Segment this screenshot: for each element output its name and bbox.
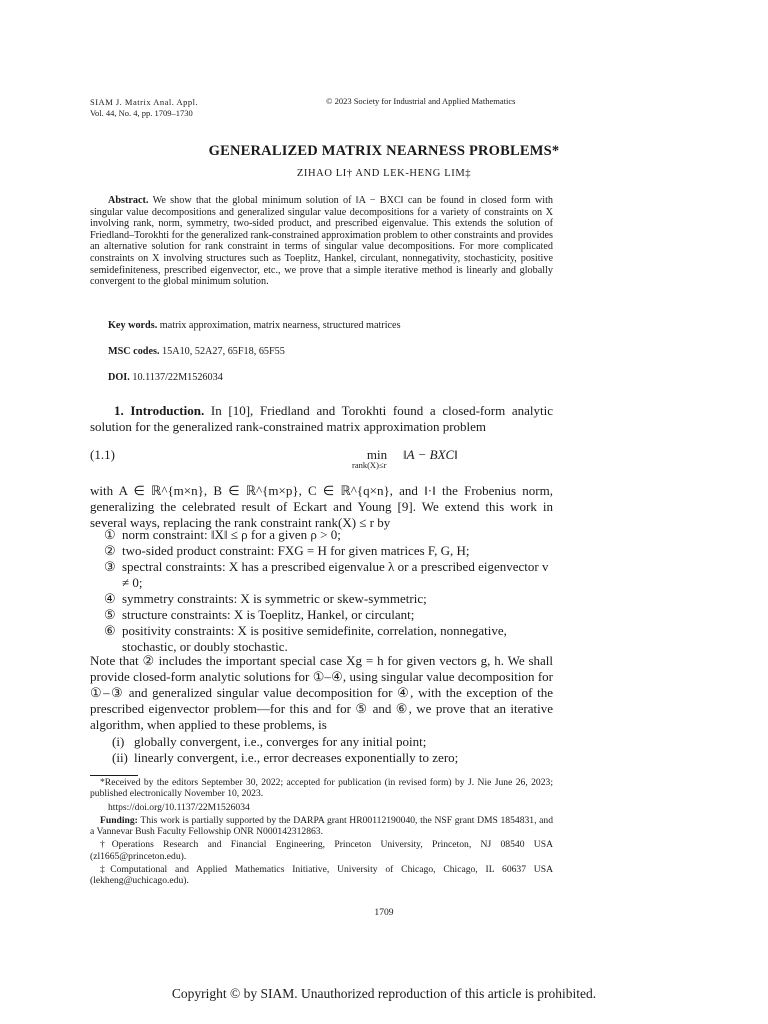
list-item bbox=[90, 607, 553, 623]
page-number: 1709 bbox=[374, 907, 394, 918]
paper-authors: ZIHAO LI† AND LEK-HENG LIM‡ bbox=[296, 168, 472, 179]
equation-number: (1.1) bbox=[90, 447, 115, 462]
footnote-text: This work is partially supported by the DARPA grant HR00112190040, the NSF grant DMS 1854831, and a Vannevar Bush Faculty Fellowship ONR N000142312863. bbox=[90, 814, 553, 838]
abstract-label: Abstract. bbox=[108, 195, 149, 206]
footnote bbox=[90, 864, 553, 887]
keywords bbox=[108, 320, 401, 331]
paragraph-3 bbox=[90, 653, 553, 733]
list-item bbox=[90, 543, 553, 559]
footnotes bbox=[90, 777, 553, 889]
footnote-rule bbox=[90, 775, 138, 776]
list-item bbox=[90, 591, 553, 607]
constraint-list bbox=[90, 527, 553, 655]
footnote bbox=[90, 839, 553, 862]
footnote bbox=[90, 815, 553, 838]
keywords-text: matrix approximation, matrix nearness, structured matrices bbox=[159, 320, 401, 331]
copyright-header: © 2023 Society for Industrial and Applied Mathematics bbox=[326, 96, 516, 106]
list-item bbox=[90, 750, 553, 766]
list-item-text: positivity constraints: X is positive semidefinite, correlation, nonnegative, stochastic, or doubly stochastic. bbox=[122, 623, 507, 654]
list-item-text: structure constraints: X is Toeplitz, Hankel, or circulant; bbox=[122, 607, 415, 622]
doi-label: DOI. bbox=[108, 372, 130, 383]
list-item-text: norm constraint: ‖X‖ ≤ ρ for a given ρ > 0; bbox=[122, 527, 341, 542]
list-marker: (i) bbox=[112, 734, 125, 749]
footnote-text: *Received by the editors September 30, 2022; accepted for publication (in revised form) by J. Nie June 26, 2023; published electronically November 10, 2023. bbox=[90, 777, 553, 800]
msc-label: MSC codes. bbox=[108, 346, 160, 357]
list-item bbox=[90, 527, 553, 543]
journal-volume: Vol. 44, No. 4, pp. 1709–1730 bbox=[90, 108, 193, 118]
doi bbox=[108, 372, 223, 383]
footnote-text: https://doi.org/10.1137/22M1526034 bbox=[108, 801, 250, 813]
list-item bbox=[90, 559, 553, 591]
list-marker: (ii) bbox=[112, 750, 128, 765]
equation-1-1 bbox=[90, 445, 553, 475]
intro-heading: 1. Introduction. bbox=[114, 403, 205, 418]
doi-text[interactable]: 10.1137/22M1526034 bbox=[132, 372, 223, 383]
footnote-label: Funding: bbox=[100, 814, 138, 826]
footnote bbox=[90, 802, 553, 813]
list-marker: ⑥ bbox=[104, 623, 116, 638]
list-item-text: symmetry constraints: X is symmetric or skew-symmetric; bbox=[122, 591, 427, 606]
list-marker: ③ bbox=[104, 559, 116, 574]
paper-title: GENERALIZED MATRIX NEARNESS PROBLEMS* bbox=[208, 143, 560, 159]
footnote-text: ‡Computational and Applied Mathematics Initiative, University of Chicago, Chicago, IL 60637 USA (lekheng@uchicago.edu). bbox=[90, 864, 553, 887]
property-list bbox=[90, 734, 553, 766]
copyright-notice: Copyright © by SIAM. Unauthorized reproduction of this article is prohibited. bbox=[171, 986, 597, 1001]
list-item-text: two-sided product constraint: FXG = H for given matrices F, G, H; bbox=[122, 543, 470, 558]
abstract bbox=[90, 195, 553, 288]
paragraph-3-text: Note that ② includes the important special case Xg = h for given vectors g, h. We shall provide closed-form analytic solutions for ①–④, using singular value decomposition for ①–③ and generalized singular value decomposition for ④, with the exception of the prescribed eigenvector problem—for this and for ⑤ and ⑥, we prove that an iterative algorithm, when applied to these problems, is bbox=[90, 653, 553, 732]
equation-min: min bbox=[366, 447, 388, 462]
keywords-label: Key words. bbox=[108, 320, 158, 331]
list-item bbox=[90, 623, 553, 655]
journal-header bbox=[90, 97, 198, 119]
msc-text: 15A10, 52A27, 65F18, 65F55 bbox=[162, 346, 285, 357]
list-marker: ⑤ bbox=[104, 607, 116, 622]
list-item bbox=[90, 734, 553, 750]
msc-codes bbox=[108, 346, 285, 357]
list-item-text: globally convergent, i.e., converges for any initial point; bbox=[134, 734, 427, 749]
list-item-text: spectral constraints: X has a prescribed eigenvalue λ or a prescribed eigenvector v ≠ 0; bbox=[122, 559, 549, 590]
intro-text: In [10], Friedland and Torokhti found a closed-form analytic solution for the generalized rank-constrained matrix approximation problem bbox=[90, 403, 553, 434]
footnote bbox=[90, 777, 553, 800]
paragraph-2 bbox=[90, 483, 553, 531]
paragraph-2-text: with A ∈ ℝ^{m×n}, B ∈ ℝ^{m×p}, C ∈ ℝ^{q×n}, and ‖·‖ the Frobenius norm, generalizing the celebrated result of Eckart and Young [9]. We extend this work in several ways, replacing the rank constraint rank(X) ≤ r by bbox=[90, 483, 553, 530]
footnote-text: †Operations Research and Financial Engineering, Princeton University, Princeton, NJ 08540 USA (zl1665@princeton.edu). bbox=[90, 839, 553, 862]
list-item-text: linearly convergent, i.e., error decreases exponentially to zero; bbox=[134, 750, 459, 765]
equation-body: ‖A − BXC‖ bbox=[403, 447, 458, 462]
abstract-text: We show that the global minimum solution of ‖A − BXC‖ can be found in closed form with singular value decompositions and generalized singular value decompositions for a variety of constraints on X involving rank, norm, symmetry, two-sided product, and prescribed eigenvalue. This extends the solution of Friedland–Torokhti for the generalized rank-constrained approximation problem to other constraints and provides an alternative solution for rank constraint in terms of singular value decompositions. For more complicated constraints on X involving structures such as Toeplitz, Hankel, circulant, nonnegativity, stochasticity, positive semidefiniteness, prescribed eigenvector, etc., we prove that a simple iterative method is linearly and globally convergent to the global minimum solution. bbox=[90, 195, 553, 288]
list-marker: ② bbox=[104, 543, 116, 558]
introduction bbox=[90, 403, 553, 435]
equation-subscript: rank(X)≤r bbox=[352, 460, 387, 470]
list-marker: ① bbox=[104, 527, 116, 542]
journal-name: SIAM J. Matrix Anal. Appl. bbox=[90, 97, 199, 107]
list-marker: ④ bbox=[104, 591, 116, 606]
